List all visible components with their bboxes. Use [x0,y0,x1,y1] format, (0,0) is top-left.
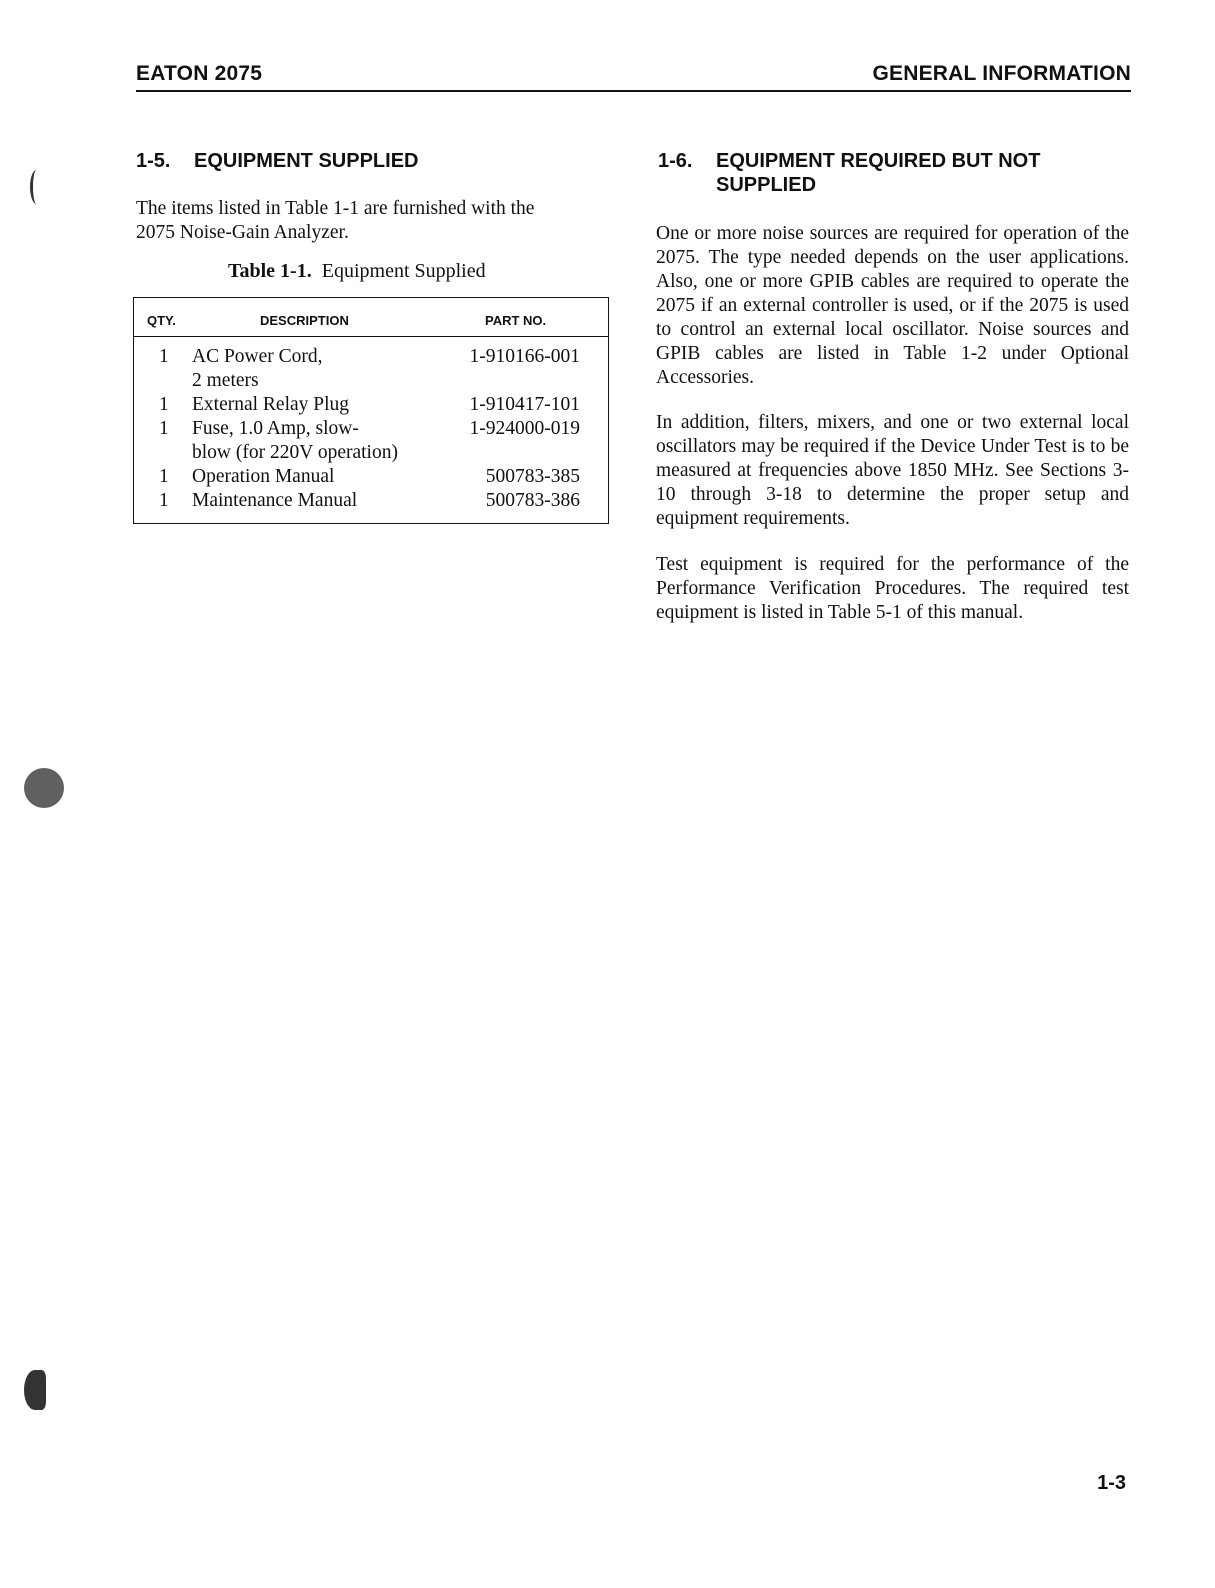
cell-description: AC Power Cord, [192,346,323,367]
section-title-line-2: SUPPLIED [716,174,817,196]
section-1-6-heading [658,149,1040,197]
binder-hole-mark [30,170,43,204]
intro-line-2: 2075 Noise-Gain Analyzer. [136,222,349,243]
cell-qty: 1 [159,418,169,439]
col-header-part: PART NO. [485,313,547,328]
header-title: EATON 2075 [136,62,263,85]
binder-hole-mark [24,768,64,808]
cell-description: blow (for 220V operation) [192,442,398,463]
section-1-5-intro [136,197,609,245]
cell-qty: 1 [159,346,169,367]
cell-description: 2 meters [192,370,259,391]
section-1-5-heading [136,149,418,173]
intro-line-1: The items listed in Table 1-1 are furnished with the [136,198,535,219]
cell-description: Maintenance Manual [192,490,358,511]
cell-part: 500783-385 [485,466,580,487]
section-number: 1-5. [136,150,171,172]
cell-description: External Relay Plug [192,394,350,415]
section-number: 1-6. [658,150,693,172]
table-header [134,298,608,337]
cell-qty: 1 [159,466,169,487]
section-1-6-paragraph-3: Test equipment is required for the performance of the Performance Verification Procedures. The required test equipment is listed in Table 5-1 of this manual. [656,554,1129,623]
cell-part: 500783-386 [485,490,580,511]
cell-part: 1-910166-001 [469,346,580,367]
table-caption-label: Table 1-1. [228,260,312,282]
header-rule [136,90,1131,92]
section-1-6-paragraph-1: One or more noise sources are required for operation of the 2075. The type needed depends on the user applications. Also, one or more GPIB cables are required to operate the 2075 if an external controller is used, or if the 2075 is used to control an external local oscillator. Noise sources and GPIB cables are listed in Table 1-2 under Optional Accessories. [656,223,1129,388]
section-1-6-paragraph-2: In addition, filters, mixers, and one or two external local oscillators may be required if the Device Under Test is to be measured at frequencies above 1850 MHz. See Sections 3-10 through 3-18 to determine the proper setup and equipment requirements. [656,412,1129,529]
col-header-qty: QTY. [147,313,176,328]
binder-hole-mark [24,1370,46,1410]
cell-description: Operation Manual [192,466,335,487]
header-section: GENERAL INFORMATION [872,62,1131,85]
table-caption [228,260,486,283]
table-caption-title: Equipment Supplied [321,260,486,282]
page-number: 1-3 [1097,1472,1126,1494]
section-title-line-1: EQUIPMENT REQUIRED BUT NOT [716,150,1041,172]
equipment-table [133,297,609,524]
cell-part: 1-910417-101 [469,394,580,415]
cell-qty: 1 [159,394,169,415]
cell-qty: 1 [159,490,169,511]
cell-description: Fuse, 1.0 Amp, slow- [192,418,359,439]
col-header-description: DESCRIPTION [260,313,349,328]
cell-part: 1-924000-019 [469,418,580,439]
section-title: EQUIPMENT SUPPLIED [194,150,419,172]
